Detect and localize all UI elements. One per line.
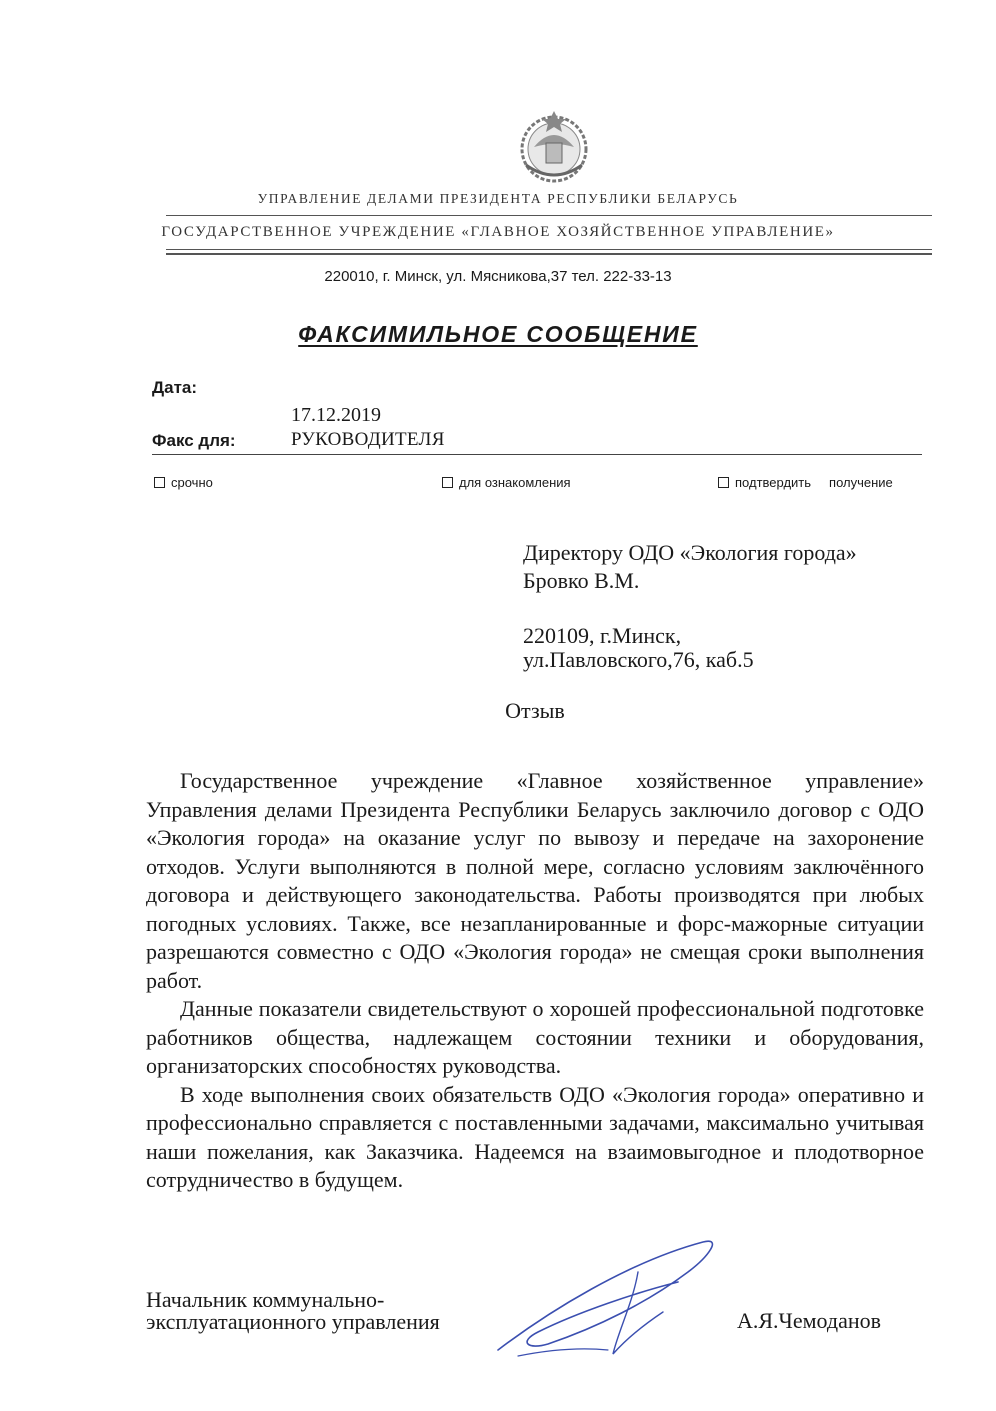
body-paragraph: В ходе выполнения своих обязательств ОДО «Экология города» оперативно и профессионально справляется с поставленными задачами, максимально учитывая наши пожелания, как Заказчика. Надеемся на взаимовыгодное и плодотворное сотрудничество в будущем. (146, 1081, 924, 1192)
checkbox-confirm[interactable] (718, 475, 893, 490)
addressee-line: 220109, г.Минск, (523, 623, 682, 648)
letterhead-rule-thin (166, 249, 932, 250)
checkbox-review[interactable] (442, 475, 571, 490)
checkbox-review-label: для ознакомления (459, 475, 571, 490)
checkbox-icon (718, 477, 729, 488)
signer-position: Начальник коммунально- (146, 1287, 385, 1312)
addressee-line: Директору ОДО «Экология города» (523, 540, 857, 565)
letterhead-rule-top (166, 215, 932, 216)
document-title: Отзыв (505, 698, 565, 723)
handwritten-signature-icon (488, 1232, 728, 1362)
letterhead-rule-thick (166, 253, 932, 255)
state-emblem-icon (512, 103, 596, 187)
fax-for-label: Факс для: (152, 431, 236, 450)
addressee-line: Бровко В.М. (523, 568, 640, 593)
checkbox-icon (154, 477, 165, 488)
fax-title: ФАКСИМИЛЬНОЕ СООБЩЕНИЕ (298, 321, 698, 347)
date-value: 17.12.2019 (291, 404, 381, 426)
checkbox-confirm-label-2: получение (829, 475, 893, 490)
checkbox-icon (442, 477, 453, 488)
addressee-line: ул.Павловского,76, каб.5 (523, 647, 754, 672)
signer-name: А.Я.Чемоданов (737, 1308, 882, 1333)
fax-header-rule (152, 454, 922, 455)
body-paragraph: Государственное учреждение «Главное хозяйственное управление» Управления делами Президента Республики Беларусь заключило договор с ОДО «Экология города» на оказание услуг по вывозу и передаче на захоронение отходов. Услуги выполняются в полной мере, согласно условиям заключённого договора и действующего законодательства. Работы производятся при любых погодных условиях. Также, все незапланированные и форс-мажорные ситуации разрешаются совместно с ОДО «Экология города» не смещая сроки выполнения работ. (146, 768, 924, 993)
document-body (146, 767, 924, 1195)
fax-for-value: РУКОВОДИТЕЛЯ (291, 429, 445, 450)
body-paragraph: Данные показатели свидетельствуют о хорошей профессиональной подготовке работников общества, надлежащем состоянии техники и оборудования, организаторских способностях руководства. (146, 996, 924, 1078)
checkbox-urgent[interactable] (154, 475, 213, 490)
org-name-line2: ГОСУДАРСТВЕННОЕ УЧРЕЖДЕНИЕ «ГЛАВНОЕ ХОЗЯЙСТВЕННОЕ УПРАВЛЕНИЕ» (161, 224, 835, 240)
org-address: 220010, г. Минск, ул. Мясникова,37 тел. 222-33-13 (324, 268, 672, 285)
checkbox-urgent-label: срочно (171, 475, 213, 490)
checkbox-confirm-label-1: подтвердить (735, 475, 812, 490)
org-name-line1: УПРАВЛЕНИЕ ДЕЛАМИ ПРЕЗИДЕНТА РЕСПУБЛИКИ БЕЛАРУСЬ (257, 191, 739, 206)
signer-position: эксплуатационного управления (146, 1309, 440, 1334)
date-label: Дата: (152, 378, 198, 397)
